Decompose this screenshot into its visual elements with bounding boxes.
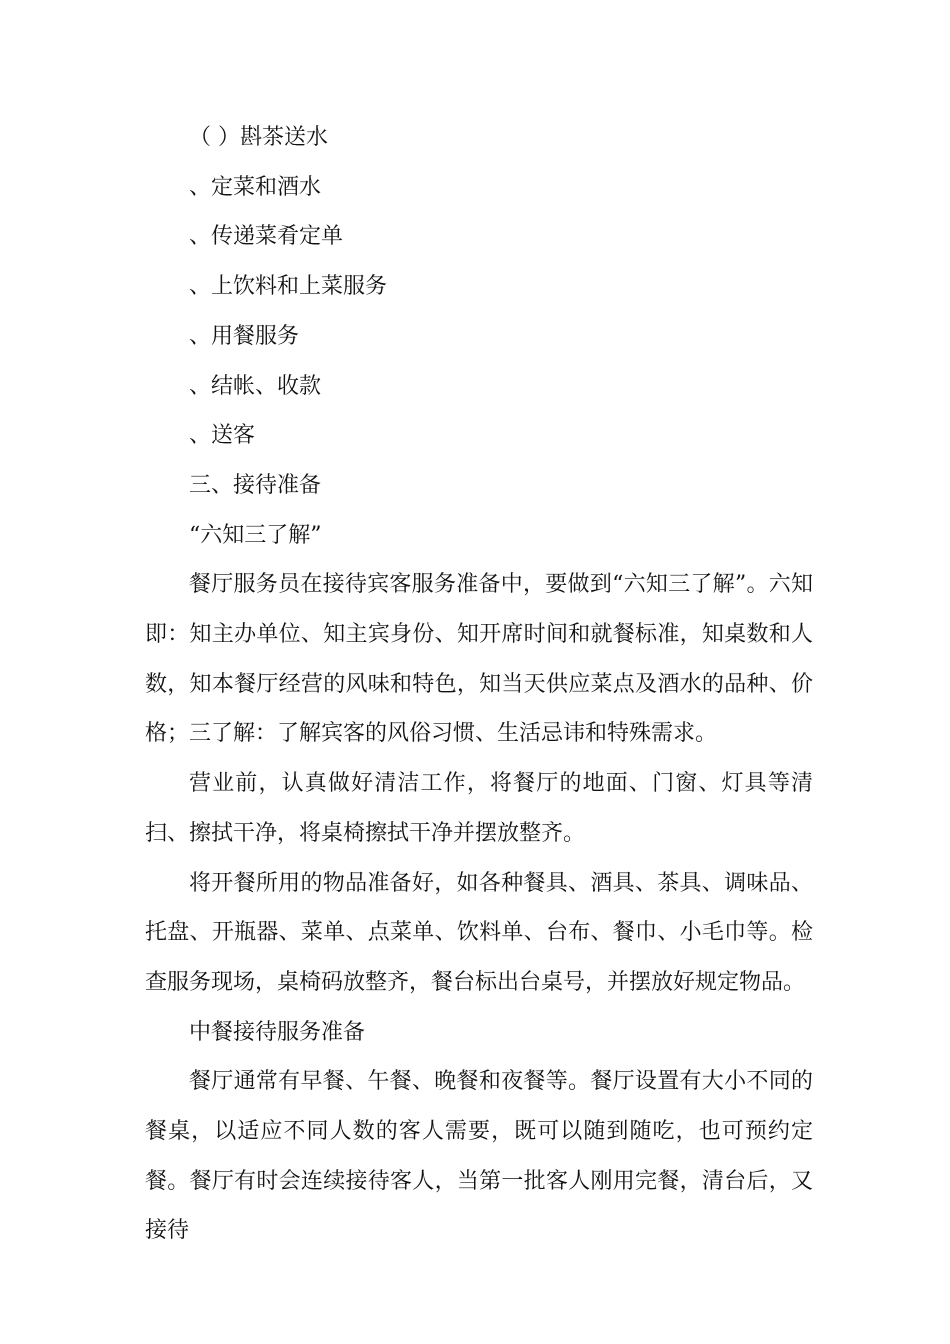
paragraph-six-know: 餐厅服务员在接待宾客服务准备中，要做到“六知三了解”。六知即：知主办单位、知主宾身份、知开席时间和就餐标准，知桌数和人数，知本餐厅经营的风味和特色，知当天供应菜点及酒水的品种、价格；三了解：了解宾客的风俗习惯、生活忌讳和特殊需求。	[145, 572, 813, 747]
paragraph-supplies: 将开餐所用的物品准备好，如各种餐具、酒具、茶具、调味品、托盘、开瓶器、菜单、点菜单、饮料单、台布、餐巾、小毛巾等。检查服务现场，桌椅码放整齐，餐台标出台桌号，并摆放好规定物品。	[145, 870, 813, 995]
list-item-pass-order: 、传递菜肴定单	[189, 224, 344, 250]
list-item-dining-service: 、用餐服务	[189, 323, 300, 349]
list-item-checkout: 、结帐、收款	[189, 373, 322, 399]
list-item-pour-tea: （ ）斟茶送水	[189, 125, 328, 150]
list-item-see-off: 、送客	[189, 423, 256, 449]
paragraph-meals: 餐厅通常有早餐、午餐、晚餐和夜餐等。餐厅设置有大小不同的餐桌，以适应不同人数的客人需要，既可以随到随吃，也可预约定餐。餐厅有时会连续接待客人，当第一批客人刚用完餐，清台后，又接待	[145, 1069, 813, 1244]
sub-heading-six-know: “六知三了解”	[189, 522, 322, 548]
section-heading: 三、接待准备	[189, 472, 322, 498]
document-body	[145, 113, 813, 1256]
list-item-order-dishes: 、定菜和酒水	[189, 174, 322, 200]
list-item-serve-drinks: 、上饮料和上菜服务	[189, 274, 388, 300]
paragraph-cleaning: 营业前，认真做好清洁工作，将餐厅的地面、门窗、灯具等清扫、擦拭干净，将桌椅擦拭干净并摆放整齐。	[145, 771, 813, 846]
sub-heading-chinese-meal: 中餐接待服务准备	[189, 1019, 366, 1045]
